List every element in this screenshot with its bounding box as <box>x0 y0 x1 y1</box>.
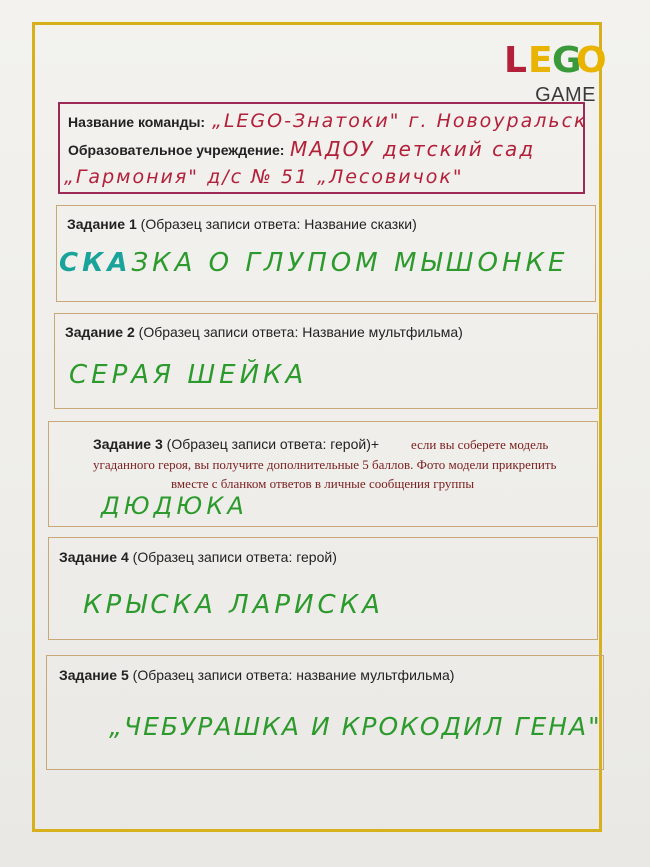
task-1-title: Задание 1 <box>67 216 137 232</box>
team-info-box <box>58 102 588 194</box>
team-name-value: „LEGO-Знатоки" г. Новоуральск <box>212 110 588 132</box>
task-2-answer: СЕРАЯ ШЕЙКА <box>69 360 308 390</box>
task-3-answer: ДЮДЮКА <box>101 492 248 520</box>
task-3-extra-3: вместе с бланком ответов в личные сообщения группы <box>171 476 475 491</box>
task-5-title: Задание 5 <box>59 667 129 683</box>
task-5-box <box>46 655 604 770</box>
logo-letter-g: G <box>552 40 582 81</box>
task-1-answer-rest: ЗКА О ГЛУПОМ МЫШОНКЕ <box>131 248 569 278</box>
task-3-extra-1: если вы соберете модель <box>411 437 549 452</box>
task-2-hint: (Образец записи ответа: Название мультфильма) <box>134 324 463 340</box>
logo-letters <box>504 40 607 81</box>
org-value-line2: „Гармония" д/с № 51 „Лесовичок" <box>64 166 464 188</box>
task-1-box <box>56 205 596 302</box>
task-5-answer: „ЧЕБУРАШКА И КРОКОДИЛ ГЕНА" <box>109 712 602 741</box>
task-5-hint: (Образец записи ответа: название мультфильма) <box>128 667 455 683</box>
task-3-box <box>48 421 598 527</box>
task-3-heading <box>93 436 379 452</box>
task-2-title: Задание 2 <box>65 324 135 340</box>
task-5-heading <box>59 667 454 683</box>
team-name-label: Название команды: <box>68 114 206 130</box>
task-3-title: Задание 3 <box>93 436 163 452</box>
task-2-box <box>54 313 598 409</box>
task-3-extra-2: угаданного героя, вы получите дополнительные 5 баллов. Фото модели прикрепить <box>93 457 557 472</box>
task-1-hint: (Образец записи ответа: Название сказки) <box>136 216 417 232</box>
task-4-title: Задание 4 <box>59 549 129 565</box>
task-4-heading <box>59 549 337 565</box>
logo-letter-o: O <box>576 40 607 81</box>
task-2-heading <box>65 324 463 340</box>
task-1-answer-prefix: СКА <box>59 248 132 278</box>
logo-sub: GAME <box>535 84 596 106</box>
task-4-box <box>48 537 598 640</box>
lego-game-logo <box>480 40 607 106</box>
task-4-hint: (Образец записи ответа: герой) <box>128 549 337 565</box>
org-value-line1: МАДОУ детский сад <box>290 137 536 161</box>
task-1-heading <box>67 216 417 232</box>
task-4-answer: КРЫСКА ЛАРИСКА <box>83 590 384 620</box>
org-label: Образовательное учреждение: <box>68 142 285 158</box>
logo-letter-l: L <box>504 40 527 81</box>
logo-letter-e: E <box>528 40 553 81</box>
task-1-answer <box>59 248 568 278</box>
task-3-hint: (Образец записи ответа: герой)+ <box>162 436 380 452</box>
